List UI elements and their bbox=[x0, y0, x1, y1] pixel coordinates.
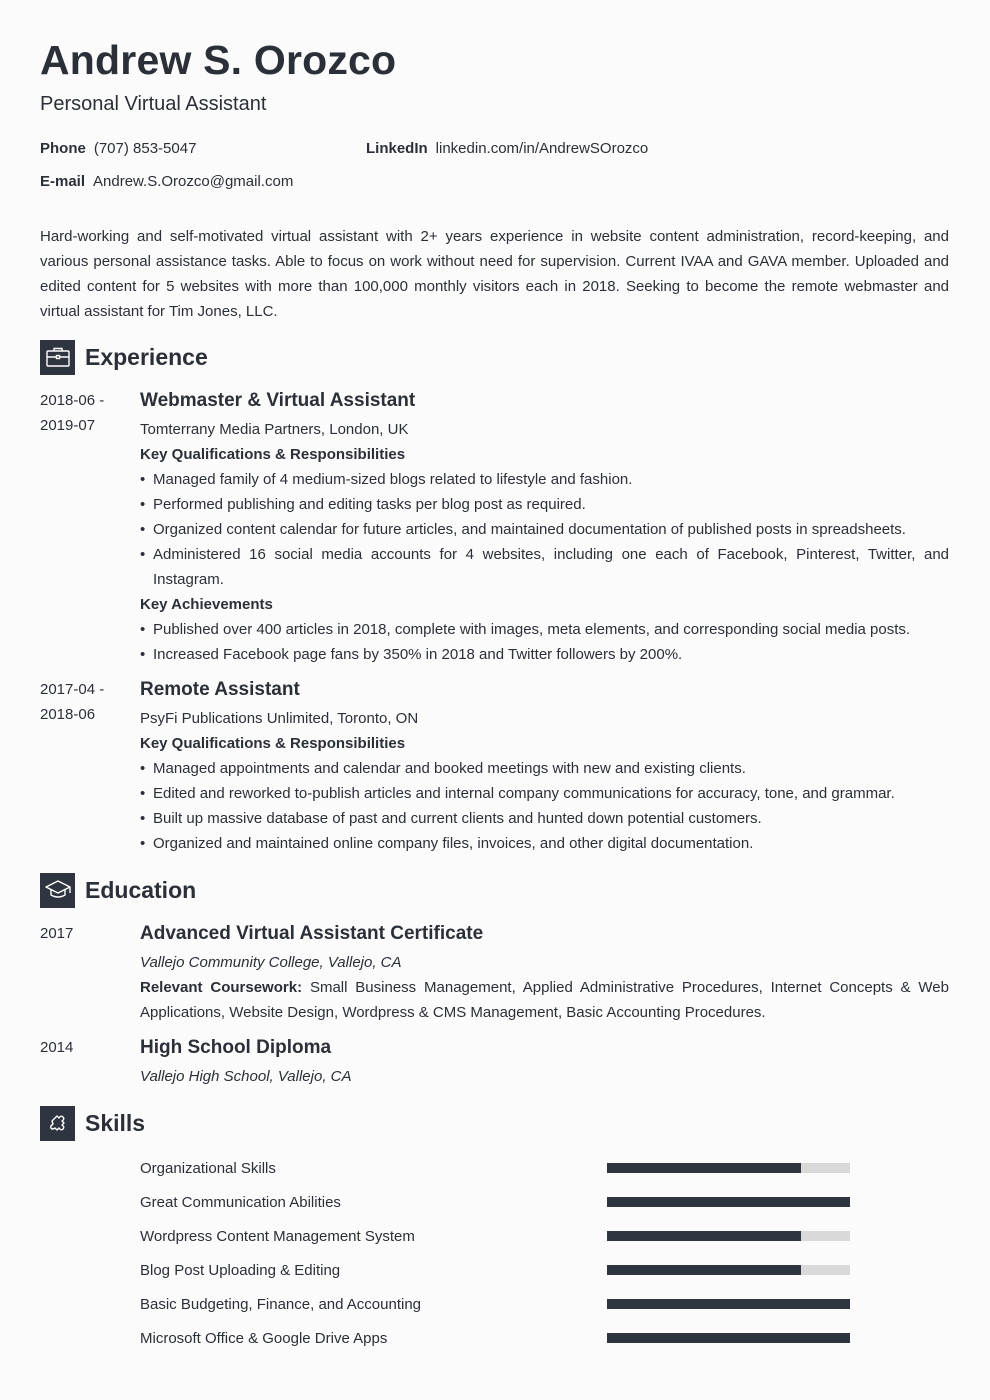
puzzle-piece-icon bbox=[40, 1106, 75, 1141]
education-details bbox=[140, 921, 949, 1025]
skill-name: Basic Budgeting, Finance, and Accounting bbox=[140, 1295, 422, 1313]
skill-row bbox=[40, 1185, 949, 1219]
skill-level-bar bbox=[607, 1299, 850, 1309]
contact-email bbox=[40, 173, 293, 190]
contact-linkedin bbox=[366, 140, 648, 157]
education-year: 2014 bbox=[40, 1039, 74, 1056]
skill-level-fill bbox=[607, 1265, 801, 1275]
skill-level-fill bbox=[607, 1333, 850, 1343]
list-item: • Organized and maintained online company files, invoices, and other digital documentation. bbox=[140, 831, 949, 856]
list-item: • Managed family of 4 medium-sized blogs related to lifestyle and fashion. bbox=[140, 467, 949, 492]
skill-level-fill bbox=[607, 1231, 801, 1241]
list-item: • Published over 400 articles in 2018, complete with images, meta elements, and corresponding social media posts. bbox=[140, 617, 949, 642]
contact-info bbox=[40, 134, 949, 204]
list-item: • Performed publishing and editing tasks per blog post as required. bbox=[140, 492, 949, 517]
experience-entry bbox=[40, 388, 949, 667]
skill-level-bar bbox=[607, 1231, 850, 1241]
briefcase-icon bbox=[40, 340, 75, 375]
list-item: • Administered 16 social media accounts for 4 websites, including one each of Facebook, Pinterest, Twitter, and Instagram. bbox=[140, 542, 949, 592]
skill-name: Organizational Skills bbox=[140, 1159, 276, 1177]
skill-row bbox=[40, 1253, 949, 1287]
skill-level-bar bbox=[607, 1197, 850, 1207]
date-end: 2018-06 bbox=[40, 706, 96, 723]
achievements-heading: Key Achievements bbox=[140, 596, 273, 613]
experience-dates bbox=[40, 677, 140, 856]
profile-summary: Hard-working and self-motivated virtual assistant with 2+ years experience in website content administration, record-keeping, and various personal assistance tasks. Able to focus on work without need for supervision. Current IVAA and GAVA member. Uploaded and edited content for 5 websites with more than 100,000 monthly visitors each in 2018. Seeking to become the remote webmaster and virtual assistant for Tim Jones, LLC. bbox=[40, 228, 949, 320]
list-item: • Built up massive database of past and current clients and hunted down potential customers. bbox=[140, 806, 949, 831]
skill-level-fill bbox=[607, 1163, 801, 1173]
list-item: • Edited and reworked to-publish articles and internal company communications for accuracy, tone, and grammar. bbox=[140, 781, 949, 806]
skill-level-bar bbox=[607, 1265, 850, 1275]
skill-level-bar bbox=[607, 1333, 850, 1343]
education-year: 2017 bbox=[40, 925, 74, 942]
phone-value: (707) 853-5047 bbox=[93, 140, 197, 157]
position-title: Remote Assistant bbox=[140, 679, 300, 700]
date-end: 2019-07 bbox=[40, 417, 96, 434]
education-section-header bbox=[40, 872, 949, 908]
skills-heading: Skills bbox=[85, 1109, 146, 1136]
list-item: • Organized content calendar for future articles, and maintained documentation of published posts in spreadsheets. bbox=[140, 517, 949, 542]
skill-name: Blog Post Uploading & Editing bbox=[140, 1261, 341, 1279]
education-details bbox=[140, 1035, 949, 1089]
email-label: E-mail bbox=[40, 173, 86, 190]
skill-row bbox=[40, 1287, 949, 1321]
date-start: 2017-04 - bbox=[40, 681, 105, 698]
coursework-list: Small Business Management, Applied Administrative Procedures, Internet Concepts & Web Applications, Website Design, Wordpress & CMS Management, Basic Accounting Procedures. bbox=[140, 979, 949, 1021]
skill-row bbox=[40, 1321, 949, 1355]
date-start: 2018-06 - bbox=[40, 392, 105, 409]
list-item: • Increased Facebook page fans by 350% in 2018 and Twitter followers by 200%. bbox=[140, 642, 949, 667]
skill-name: Microsoft Office & Google Drive Apps bbox=[140, 1329, 388, 1347]
position-title: Webmaster & Virtual Assistant bbox=[140, 390, 416, 411]
degree-title: High School Diploma bbox=[140, 1037, 332, 1058]
skill-level-bar bbox=[607, 1163, 850, 1173]
list-item: • Managed appointments and calendar and booked meetings with new and existing clients. bbox=[140, 756, 949, 781]
skills-list bbox=[40, 1151, 949, 1355]
skill-name: Great Communication Abilities bbox=[140, 1193, 341, 1211]
company-name: PsyFi Publications Unlimited, Toronto, ON bbox=[140, 710, 419, 727]
linkedin-value[interactable]: linkedin.com/in/AndrewSOrozco bbox=[435, 140, 649, 157]
skill-row bbox=[40, 1219, 949, 1253]
qualifications-list bbox=[140, 756, 949, 856]
skill-level-fill bbox=[607, 1197, 850, 1207]
school-name: Vallejo Community College, Vallejo, CA bbox=[140, 954, 402, 971]
candidate-name: Andrew S. Orozco bbox=[40, 37, 397, 83]
qualifications-list bbox=[140, 467, 949, 592]
skill-name: Wordpress Content Management System bbox=[140, 1227, 415, 1245]
education-entry bbox=[40, 921, 949, 1025]
job-title: Personal Virtual Assistant bbox=[40, 93, 267, 115]
education-entry bbox=[40, 1035, 949, 1089]
experience-details bbox=[140, 388, 949, 667]
experience-details bbox=[140, 677, 949, 856]
qualifications-heading: Key Qualifications & Responsibilities bbox=[140, 735, 406, 752]
graduation-cap-icon bbox=[40, 873, 75, 908]
degree-title: Advanced Virtual Assistant Certificate bbox=[140, 923, 484, 944]
education-heading: Education bbox=[85, 876, 197, 903]
experience-heading: Experience bbox=[85, 343, 208, 370]
qualifications-heading: Key Qualifications & Responsibilities bbox=[140, 446, 406, 463]
contact-phone bbox=[40, 140, 196, 157]
email-value[interactable]: Andrew.S.Orozco@gmail.com bbox=[93, 173, 294, 190]
coursework bbox=[140, 975, 949, 1025]
school-name: Vallejo High School, Vallejo, CA bbox=[140, 1068, 352, 1085]
experience-dates bbox=[40, 388, 140, 667]
linkedin-label: LinkedIn bbox=[366, 140, 428, 157]
company-name: Tomterrany Media Partners, London, UK bbox=[140, 421, 409, 438]
skill-level-fill bbox=[607, 1299, 850, 1309]
phone-label: Phone bbox=[40, 140, 86, 157]
experience-section-header bbox=[40, 339, 949, 375]
achievements-list bbox=[140, 617, 949, 667]
experience-entry bbox=[40, 677, 949, 856]
skills-section-header bbox=[40, 1105, 949, 1141]
skill-row bbox=[40, 1151, 949, 1185]
coursework-label: Relevant Coursework: bbox=[140, 979, 303, 996]
